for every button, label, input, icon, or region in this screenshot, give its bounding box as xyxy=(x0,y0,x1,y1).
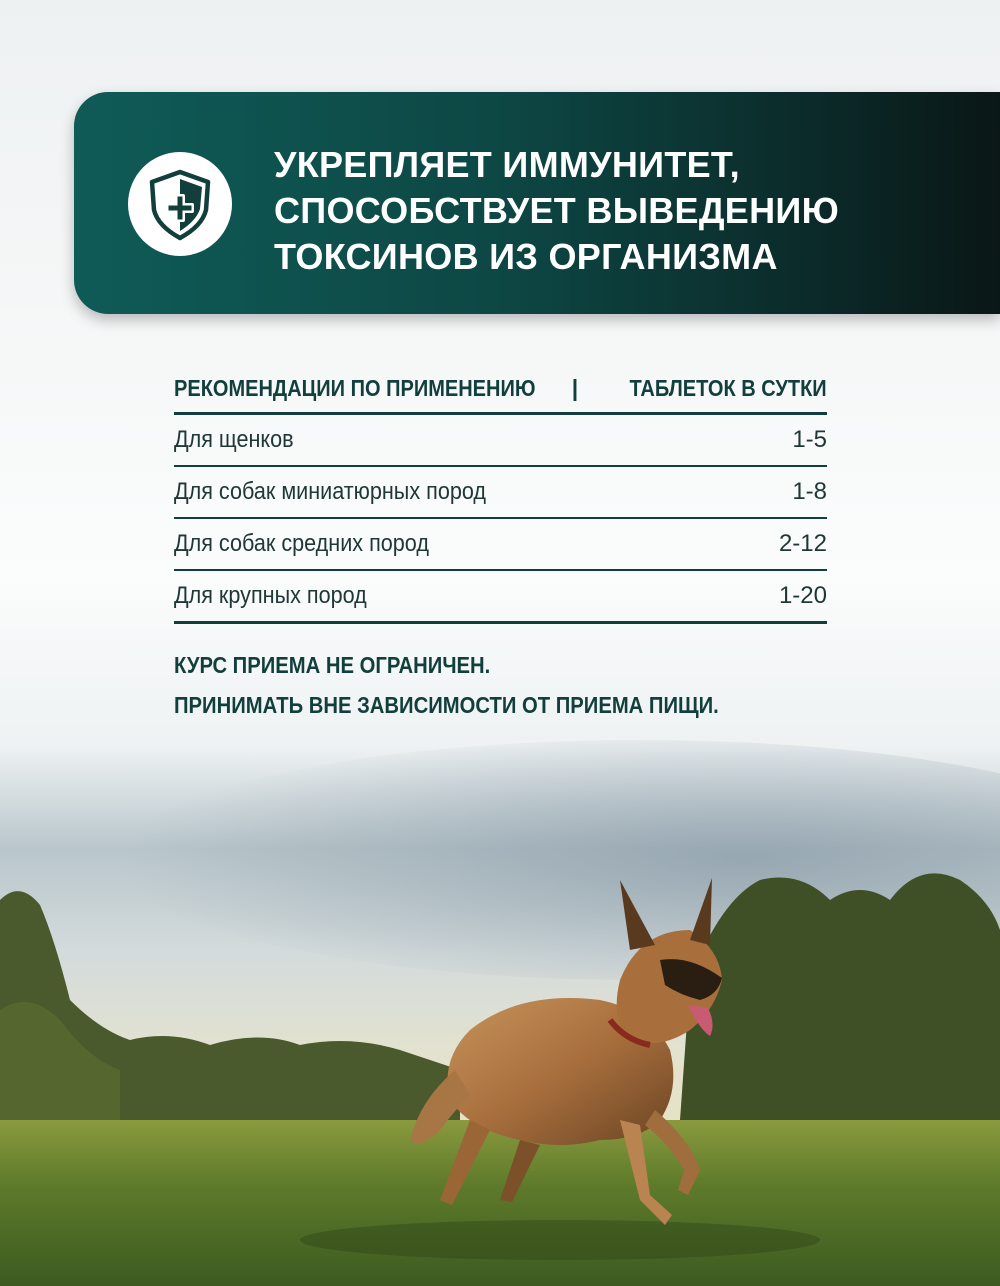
row-value: 1-5 xyxy=(792,426,827,453)
headline-line-3: ТОКСИНОВ ИЗ ОРГАНИЗМА xyxy=(274,236,778,277)
header-separator: | xyxy=(571,374,579,401)
table-row xyxy=(174,519,827,571)
course-note: КУРС ПРИЕМА НЕ ОГРАНИЧЕН. xyxy=(174,652,491,678)
row-label: Для собак миниатюрных пород xyxy=(174,478,487,505)
table-row xyxy=(174,571,827,624)
shield-badge xyxy=(128,152,232,256)
header-recommendations: РЕКОМЕНДАЦИИ ПО ПРИМЕНЕНИЮ xyxy=(174,374,536,401)
shield-plus-icon xyxy=(128,152,232,256)
intake-note: ПРИНИМАТЬ ВНЕ ЗАВИСИМОСТИ ОТ ПРИЕМА ПИЩИ. xyxy=(174,692,719,718)
table-row xyxy=(174,415,827,467)
dosage-table xyxy=(174,364,827,624)
header-tablets-per-day: ТАБЛЕТОК В СУТКИ xyxy=(629,374,827,401)
row-value: 1-8 xyxy=(792,478,827,505)
headline-line-1: УКРЕПЛЯЕТ ИММУНИТЕТ, xyxy=(274,144,740,185)
row-value: 1-20 xyxy=(778,582,827,609)
row-label: Для щенков xyxy=(174,426,294,453)
table-row xyxy=(174,467,827,519)
row-label: Для крупных пород xyxy=(174,582,367,609)
benefit-headline xyxy=(274,142,974,280)
headline-line-2: СПОСОБСТВУЕТ ВЫВЕДЕНИЮ xyxy=(274,190,840,231)
row-value: 2-12 xyxy=(778,530,827,557)
row-label: Для собак средних пород xyxy=(174,530,429,557)
dosage-table-header xyxy=(174,364,827,415)
